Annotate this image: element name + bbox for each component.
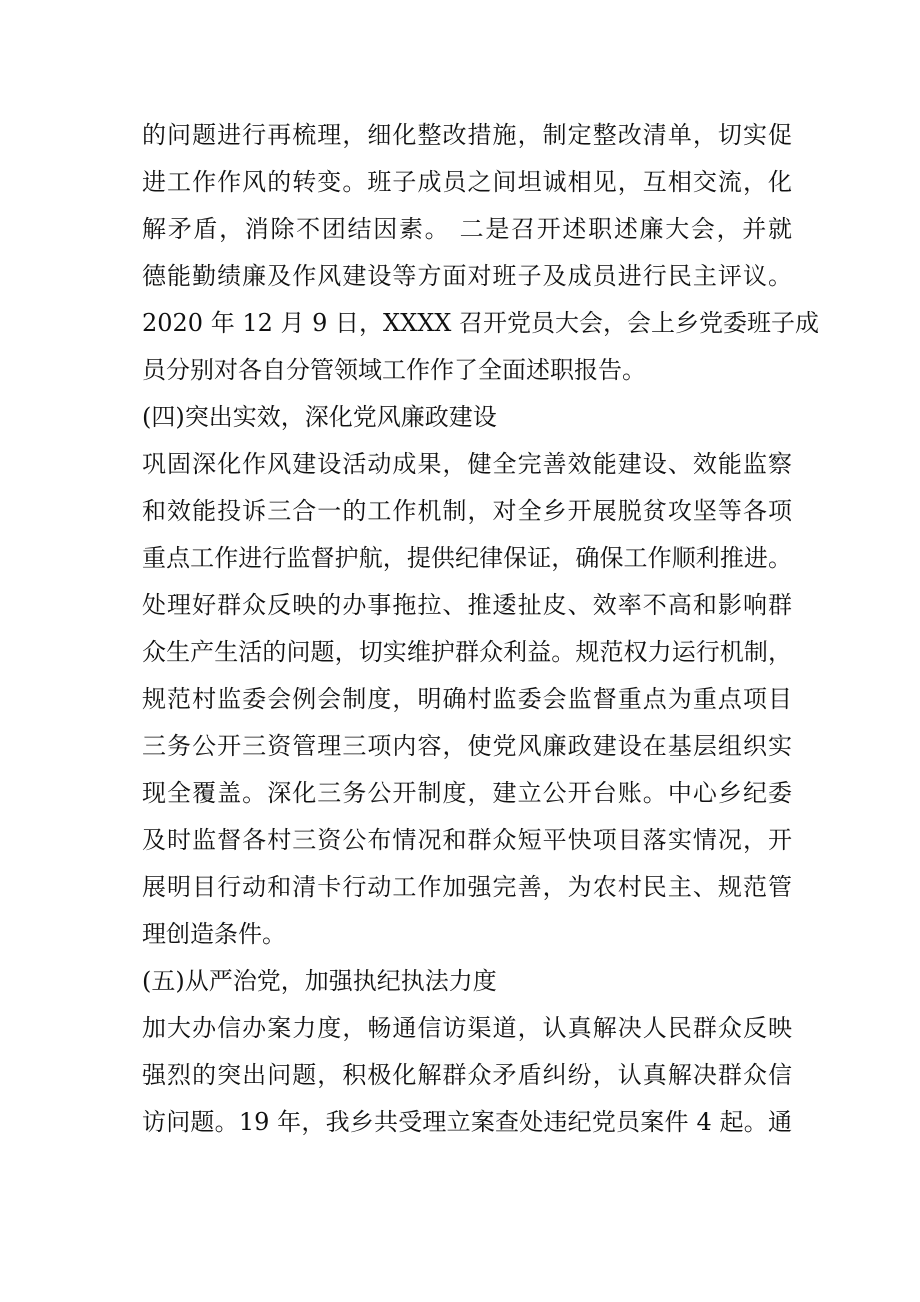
text-line: 三务公开三资管理三项内容，使党风廉政建设在基层组织实 xyxy=(142,732,792,760)
text-line: 访问题。19 年，我乡共受理立案查处违纪党员案件 4 起。通 xyxy=(142,1108,792,1136)
text-line: 强烈的突出问题，积极化解群众矛盾纠纷，认真解决群众信 xyxy=(142,1061,792,1089)
text-line: 展明目行动和清卡行动工作加强完善，为农村民主、规范管 xyxy=(142,873,792,901)
document-body xyxy=(142,112,820,1146)
text-line: 及时监督各村三资公布情况和群众短平快项目落实情况，开 xyxy=(142,826,792,854)
section-heading: (四)突出实效，深化党风廉政建设 xyxy=(142,403,497,431)
text-line: 进工作作风的转变。班子成员之间坦诚相见，互相交流，化 xyxy=(142,168,792,196)
text-line: 解矛盾，消除不团结因素。 二是召开述职述廉大会，并就 xyxy=(142,215,792,243)
text-line: 的问题进行再梳理，细化整改措施，制定整改清单，切实促 xyxy=(142,121,792,149)
text-line: 众生产生活的问题，切实维护群众利益。规范权力运行机制， xyxy=(142,638,792,666)
section-heading: (五)从严治党，加强执纪执法力度 xyxy=(142,967,497,995)
text-line: 重点工作进行监督护航，提供纪律保证，确保工作顺利推进。 xyxy=(142,544,792,572)
text-line: 处理好群众反映的办事拖拉、推逶扯皮、效率不高和影响群 xyxy=(142,591,792,619)
text-line: 和效能投诉三合一的工作机制，对全乡开展脱贫攻坚等各项 xyxy=(142,497,792,525)
text-line: 理创造条件。 xyxy=(142,920,286,948)
text-line: 员分别对各自分管领域工作作了全面述职报告。 xyxy=(142,356,646,384)
text-line: 2020 年 12 月 9 日，XXXX 召开党员大会，会上乡党委班子成 xyxy=(142,309,820,337)
text-line: 现全覆盖。深化三务公开制度，建立公开台账。中心乡纪委 xyxy=(142,779,792,807)
text-line: 德能勤绩廉及作风建设等方面对班子及成员进行民主评议。 xyxy=(142,262,792,290)
text-line: 加大办信办案力度，畅通信访渠道，认真解决人民群众反映 xyxy=(142,1014,792,1042)
text-line: 规范村监委会例会制度，明确村监委会监督重点为重点项目 xyxy=(142,685,792,713)
text-line: 巩固深化作风建设活动成果，健全完善效能建设、效能监察 xyxy=(142,450,792,478)
